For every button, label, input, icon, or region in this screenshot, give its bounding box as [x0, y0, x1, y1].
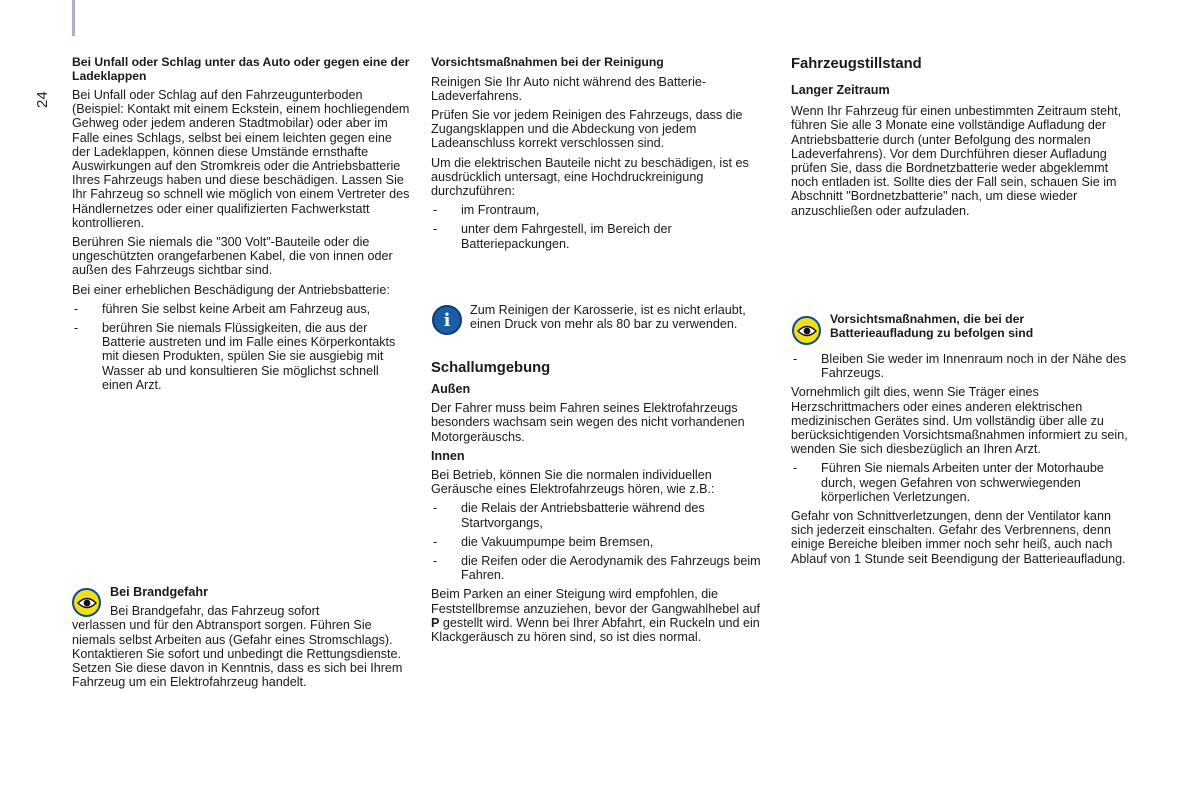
- accident-paragraph-3: Bei einer erheblichen Beschädigung der Antriebsbatterie:: [72, 282, 390, 297]
- list-item: - die Reifen oder die Aerodynamik des Fahrzeugs beim Fahren.: [431, 554, 771, 582]
- list-item: - die Vakuumpumpe beim Bremsen,: [431, 535, 771, 549]
- parking-text-start: Beim Parken an einer Steigung wird empfohlen, die Feststellbremse anzuziehen, bevor der Gangwahlhebel auf: [431, 587, 761, 616]
- gear-p-label: P: [431, 615, 440, 630]
- high-pressure-list: [431, 203, 771, 251]
- list-item: - Bleiben Sie weder im Innenraum noch in der Nähe des Fahrzeugs.: [791, 352, 1129, 380]
- charging-paragraph-1: Vornehmlich gilt dies, wenn Sie Träger eines Herzschrittmachers oder eines anderen elektrischen medizinischen Gerätes sind. Um vollständig über alle zu berücksichtigenden Vorsichtsmaßnahmen informiert zu sein, wenden Sie sich diesbezüglich an Ihren Arzt.: [791, 385, 1128, 457]
- accident-paragraph-1: Bei Unfall oder Schlag auf den Fahrzeugunterboden (Beispiel: Kontakt mit einem Eckstein, einem hochliegendem Gehweg oder jedem anderen Stadtmobilar) oder aber im Falle eines Schlags, selbst bei einem leichten gegen eine der Ladeklappen, können diese Umstände ernsthafte Auswirkungen auf den Stromkreis oder die Antriebsbatterie Ihres Fahrzeugs haben und diese beschädigen. Lassen Sie Ihr Fahrzeug so schnell wie möglich von einem Vertreter des Händlernetzes oder einer qualifizierten Fachwerkstatt kontrollieren.: [72, 88, 410, 230]
- charging-list-1: [791, 352, 1129, 380]
- parking-paragraph: [431, 587, 771, 644]
- fire-warning-text: verlassen und für den Abtransport sorgen. Führen Sie niemals selbst Arbeiten aus (Gefahr eines Stromschlags). Kontaktieren Sie sofort und unbedingt die Rettungsdienste. Setzen Sie diese davon in Kenntnis, dass es sich bei Ihrem Fahrzeug um ein Elektrofahrzeug handelt.: [72, 618, 403, 690]
- list-item: - berühren Sie niemals Flüssigkeiten, die aus der Batterie austreten und im Falle eines Körperkontakts mit diesen Produkten, spülen Sie sie ausgiebig mit Wasser ab und konsultieren Sie möglichst schnell einen Arzt.: [72, 321, 410, 392]
- fire-warning-note: [72, 585, 410, 689]
- info-note: Zum Reinigen der Karosserie, ist es nicht erlaubt, einen Druck von mehr als 80 bar zu verwenden.: [470, 303, 746, 332]
- eye-warning-icon: [792, 316, 821, 345]
- list-item: - im Frontraum,: [431, 203, 771, 217]
- battery-damage-list: [72, 302, 410, 392]
- outside-text: Der Fahrer muss beim Fahren seines Elektrofahrzeugs besonders wachsam sein wegen des nicht vorhandenen Motorgeräuschs.: [431, 401, 745, 444]
- column-1: [72, 56, 410, 397]
- column-2: [431, 56, 771, 256]
- cleaning-paragraph-1: Reinigen Sie Ihr Auto nicht während des Batterie-Ladeverfahrens.: [431, 74, 707, 103]
- info-icon: i: [432, 305, 462, 335]
- accident-heading: Bei Unfall oder Schlag unter das Auto oder gegen eine der Ladeklappen: [72, 55, 410, 83]
- list-item: - die Relais der Antriebsbatterie während des Startvorgangs,: [431, 501, 771, 529]
- list-item: - unter dem Fahrgestell, im Bereich der Batteriepackungen.: [431, 222, 771, 250]
- column-2-lower: [431, 360, 771, 649]
- column-3-lower: [791, 352, 1129, 571]
- standstill-paragraph: Wenn Ihr Fahrzeug für einen unbestimmten Zeitraum steht, führen Sie alle 3 Monate eine vollständige Aufladung der Antriebsbatterie durch (unter Befolgung des normalen Ladeverfahrens). Vor dem Durchführen dieser Aufladung prüfen Sie, dass die Bordnetzbatterie weder abgeklemmt noch entladen ist. Sollte dies der Fall sein, schauen Sie im Abschnitt "Bordnetzbatterie" nach, um diese wieder anzuschließen oder aufzuladen.: [791, 104, 1122, 218]
- charging-paragraph-2: Gefahr von Schnittverletzungen, denn der Ventilator kann sich jederzeit einschalten. Gefahr des Verbrennens, denn einige Bereiche bleiben immer noch sehr heiß, auch nach Ablauf von 1 Stunde seit Beendigung der Batterieaufladung.: [791, 509, 1126, 566]
- fire-warning-first-line: Bei Brandgefahr, das Fahrzeug sofort: [110, 604, 320, 619]
- outside-label: Außen: [431, 382, 471, 396]
- list-item: - Führen Sie niemals Arbeiten unter der Motorhaube durch, wegen Gefahren von schwerwiegenden körperlichen Verletzungen.: [791, 461, 1129, 504]
- parking-text-end: gestellt wird. Wenn bei Ihrer Abfahrt, ein Ruckeln und ein Klackgeräusch zu hören sind, so ist dies normal.: [431, 615, 760, 645]
- noise-list: [431, 501, 771, 582]
- accident-paragraph-2: Berühren Sie niemals die "300 Volt"-Bauteile oder die ungeschützten orangefarbenen Kabel, die von innen oder außen des Fahrzeugs sichtbar sind.: [72, 235, 393, 278]
- cleaning-paragraph-2: Prüfen Sie vor jedem Reinigen des Fahrzeugs, dass die Zugangsklappen und die Abdeckung von jedem Ladeanschluss korrekt verschlossen sind.: [431, 107, 743, 151]
- charging-warning-title: Vorsichtsmaßnahmen, die bei der Batterieaufladung zu befolgen sind: [830, 312, 1034, 340]
- page-number: 24: [34, 91, 51, 108]
- cleaning-paragraph-3: Um die elektrischen Bauteile nicht zu beschädigen, ist es ausdrücklich untersagt, eine Hochdruckreinigung durchzuführen:: [431, 155, 749, 198]
- inside-text: Bei Betrieb, können Sie die normalen individuellen Geräusche eines Elektrofahrzeugs hören, wie z.B.:: [431, 468, 715, 497]
- standstill-heading: Fahrzeugstillstand: [791, 56, 922, 72]
- cleaning-heading: Vorsichtsmaßnahmen bei der Reinigung: [431, 55, 664, 69]
- fire-warning-title: Bei Brandgefahr: [110, 585, 208, 599]
- sound-heading: Schallumgebung: [431, 360, 551, 376]
- charging-list-2: [791, 461, 1129, 504]
- inside-label: Innen: [431, 448, 465, 463]
- column-3: [791, 56, 1129, 223]
- margin-bar: [72, 0, 75, 36]
- long-period-label: Langer Zeitraum: [791, 83, 890, 97]
- list-item: - führen Sie selbst keine Arbeit am Fahrzeug aus,: [72, 302, 410, 316]
